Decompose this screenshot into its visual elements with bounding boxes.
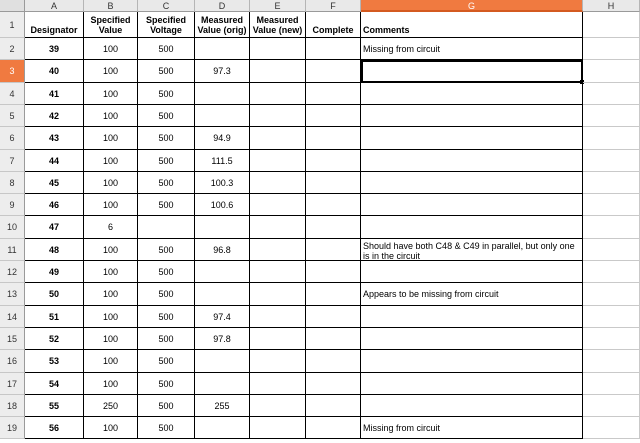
- header-specified-value-line1: Specified: [90, 14, 131, 25]
- cell-g6[interactable]: [361, 127, 583, 150]
- cell-value: 96.8: [213, 244, 231, 255]
- cell-f14[interactable]: [306, 306, 361, 328]
- cell-value: 100: [102, 66, 119, 76]
- cell-e18[interactable]: [250, 395, 306, 417]
- cell-c5[interactable]: [138, 105, 195, 127]
- cell-f16[interactable]: [306, 350, 361, 373]
- cell-c2[interactable]: [138, 38, 195, 60]
- header-complete-text: Complete: [312, 25, 354, 35]
- row-header-7[interactable]: 7: [0, 150, 25, 172]
- cell-d14[interactable]: [195, 306, 250, 328]
- column-header-b[interactable]: B: [84, 0, 138, 12]
- cell-h18[interactable]: [583, 395, 640, 417]
- cell-b12[interactable]: [84, 261, 138, 283]
- cell-d11[interactable]: [195, 239, 250, 261]
- row-header-6[interactable]: 6: [0, 127, 25, 150]
- cell-d5[interactable]: [195, 105, 250, 127]
- cell-e17[interactable]: [250, 373, 306, 395]
- cell-g16[interactable]: [361, 350, 583, 373]
- cell-g8[interactable]: [361, 172, 583, 194]
- column-header-e[interactable]: E: [250, 0, 306, 12]
- cell-g11[interactable]: [361, 239, 583, 261]
- cell-f5[interactable]: [306, 105, 361, 127]
- row-header-15[interactable]: 15: [0, 328, 25, 350]
- cell-value: 45: [48, 177, 59, 188]
- cell-d17[interactable]: [195, 373, 250, 395]
- active-cell-cursor[interactable]: [361, 60, 583, 83]
- cell-a15[interactable]: [25, 328, 84, 350]
- cell-g13[interactable]: [361, 283, 583, 306]
- cell-value: 42: [48, 110, 59, 121]
- cell-e19[interactable]: [250, 417, 306, 439]
- row-header-11[interactable]: 11: [0, 239, 25, 261]
- cell-value: 500: [158, 311, 174, 322]
- cell-value: 500: [158, 66, 174, 76]
- cell-f6[interactable]: [306, 127, 361, 150]
- cell-a2[interactable]: [25, 38, 84, 60]
- cell-value: 100: [102, 289, 119, 299]
- cell-h2[interactable]: [583, 38, 640, 60]
- header-comments-text: Comments: [363, 25, 410, 35]
- cell-h16[interactable]: [583, 350, 640, 373]
- cell-value: 100: [102, 333, 119, 344]
- cell-a17[interactable]: [25, 373, 84, 395]
- cell-e3[interactable]: [250, 60, 306, 83]
- cell-value: 100: [102, 133, 119, 143]
- cell-d15[interactable]: [195, 328, 250, 350]
- cell-e2[interactable]: [250, 38, 306, 60]
- cell-f10[interactable]: [306, 216, 361, 239]
- cell-value: 500: [158, 378, 174, 389]
- cell-g14[interactable]: [361, 306, 583, 328]
- cell-b4[interactable]: [84, 83, 138, 105]
- cell-value: 44: [48, 155, 59, 166]
- cell-a7[interactable]: [25, 150, 84, 172]
- cell-value: 500: [158, 199, 174, 210]
- cell-d8[interactable]: [195, 172, 250, 194]
- header-specified-voltage-line2: Voltage: [150, 24, 182, 35]
- cell-c7[interactable]: [138, 150, 195, 172]
- header-specified-voltage-line1: Specified: [145, 14, 186, 25]
- cell-value: 500: [158, 333, 174, 344]
- cell-e7[interactable]: [250, 150, 306, 172]
- cell-e10[interactable]: [250, 216, 306, 239]
- cell-value: 100.6: [210, 199, 234, 210]
- cell-value: 100: [102, 43, 119, 54]
- row-header-13[interactable]: 13: [0, 283, 25, 306]
- header-specified-voltage[interactable]: [138, 12, 195, 38]
- cell-d2[interactable]: [195, 38, 250, 60]
- cell-a5[interactable]: [25, 105, 84, 127]
- cell-value: 500: [158, 177, 174, 188]
- cell-value: 54: [48, 378, 59, 389]
- header-comments[interactable]: [361, 12, 583, 38]
- cell-b16[interactable]: [84, 350, 138, 373]
- cell-value: 100: [102, 266, 119, 277]
- cell-e15[interactable]: [250, 328, 306, 350]
- cell-a19[interactable]: [25, 417, 84, 439]
- cell-value: 52: [48, 333, 59, 344]
- cell-h6[interactable]: [583, 127, 640, 150]
- cell-h1[interactable]: [583, 12, 640, 38]
- cell-value: 100: [102, 177, 119, 188]
- cell-f11[interactable]: [306, 239, 361, 261]
- cell-g7[interactable]: [361, 150, 583, 172]
- header-measured-new-line2: Value (new): [252, 24, 303, 35]
- cell-value: 500: [158, 266, 174, 277]
- row-header-1[interactable]: 1: [0, 12, 25, 38]
- cell-value: 500: [158, 88, 174, 99]
- cell-b11[interactable]: [84, 239, 138, 261]
- header-measured-orig[interactable]: [195, 12, 250, 38]
- cell-h13[interactable]: [583, 283, 640, 306]
- row-header-17[interactable]: 17: [0, 373, 25, 395]
- cell-e5[interactable]: [250, 105, 306, 127]
- cell-value: Missing from circuit: [363, 422, 441, 433]
- cell-g10[interactable]: [361, 216, 583, 239]
- cell-g2[interactable]: [361, 38, 583, 60]
- cell-a10[interactable]: [25, 216, 84, 239]
- cell-d16[interactable]: [195, 350, 250, 373]
- cell-value: 100: [102, 378, 119, 389]
- column-header-a[interactable]: A: [25, 0, 84, 12]
- header-designator-text: Designator: [30, 25, 78, 35]
- cell-e16[interactable]: [250, 350, 306, 373]
- cell-f12[interactable]: [306, 261, 361, 283]
- cell-f4[interactable]: [306, 83, 361, 105]
- cell-value: 500: [158, 400, 174, 411]
- cell-value: 97.8: [213, 333, 231, 344]
- cell-value: 250: [102, 400, 119, 411]
- cell-value: 39: [48, 43, 59, 54]
- cell-value: 100: [102, 199, 119, 210]
- cell-e9[interactable]: [250, 194, 306, 216]
- cell-value: 500: [158, 155, 174, 166]
- cell-a12[interactable]: [25, 261, 84, 283]
- cell-c12[interactable]: [138, 261, 195, 283]
- cell-value: 111.5: [211, 155, 233, 166]
- cell-value: 41: [48, 88, 59, 99]
- cell-value: 500: [158, 244, 174, 255]
- cell-c10[interactable]: [138, 216, 195, 239]
- cell-d9[interactable]: [195, 194, 250, 216]
- cell-value: 500: [158, 422, 174, 433]
- cell-c16[interactable]: [138, 350, 195, 373]
- cell-h15[interactable]: [583, 328, 640, 350]
- cell-d18[interactable]: [195, 395, 250, 417]
- cell-d19[interactable]: [195, 417, 250, 439]
- cell-f17[interactable]: [306, 373, 361, 395]
- row-header-18[interactable]: 18: [0, 395, 25, 417]
- cell-c8[interactable]: [138, 172, 195, 194]
- cell-c14[interactable]: [138, 306, 195, 328]
- cell-a6[interactable]: [25, 127, 84, 150]
- select-all-corner[interactable]: [0, 0, 25, 12]
- cell-value: 255: [214, 400, 230, 411]
- cell-value: 50: [48, 289, 59, 299]
- header-designator[interactable]: [25, 12, 84, 38]
- cell-a4[interactable]: [25, 83, 84, 105]
- cell-value: 500: [158, 356, 174, 366]
- cell-b2[interactable]: [84, 38, 138, 60]
- row-header-16[interactable]: 16: [0, 350, 25, 373]
- cell-a11[interactable]: [25, 239, 84, 261]
- cell-value: 6: [107, 222, 113, 232]
- row-header-9[interactable]: 9: [0, 194, 25, 216]
- cell-value: 500: [158, 110, 174, 121]
- cell-b15[interactable]: [84, 328, 138, 350]
- cell-value: 97.3: [213, 66, 231, 76]
- row-header-3[interactable]: 3: [0, 60, 25, 83]
- cell-value: 100: [102, 110, 119, 121]
- cell-value: 100.3: [210, 177, 234, 188]
- cell-d3[interactable]: [195, 60, 250, 83]
- row-header-12[interactable]: 12: [0, 261, 25, 283]
- cell-b8[interactable]: [84, 172, 138, 194]
- cell-b6[interactable]: [84, 127, 138, 150]
- cell-c15[interactable]: [138, 328, 195, 350]
- column-header-d[interactable]: D: [195, 0, 250, 12]
- cell-value: 500: [158, 289, 174, 299]
- cell-g18[interactable]: [361, 395, 583, 417]
- cell-h19[interactable]: [583, 417, 640, 439]
- header-measured-new[interactable]: [250, 12, 306, 38]
- cell-b19[interactable]: [84, 417, 138, 439]
- cell-g12[interactable]: [361, 261, 583, 283]
- cell-b3[interactable]: [84, 60, 138, 83]
- cell-value: Should have both C48 & C49 in parallel, but only one is in the circuit: [363, 241, 575, 261]
- column-header-h[interactable]: H: [583, 0, 640, 12]
- cell-value: 53: [48, 356, 59, 366]
- cell-value: 47: [48, 222, 59, 232]
- cell-h14[interactable]: [583, 306, 640, 328]
- cell-c6[interactable]: [138, 127, 195, 150]
- cell-h5[interactable]: [583, 105, 640, 127]
- cell-b14[interactable]: [84, 306, 138, 328]
- cell-c13[interactable]: [138, 283, 195, 306]
- cell-h9[interactable]: [583, 194, 640, 216]
- column-header-f[interactable]: F: [306, 0, 361, 12]
- cell-g9[interactable]: [361, 194, 583, 216]
- cell-g15[interactable]: [361, 328, 583, 350]
- cell-value: 100: [102, 244, 119, 255]
- cell-value: 500: [158, 43, 174, 54]
- row-header-2[interactable]: 2: [0, 38, 25, 60]
- cell-b18[interactable]: [84, 395, 138, 417]
- cell-a8[interactable]: [25, 172, 84, 194]
- cell-h12[interactable]: [583, 261, 640, 283]
- row-header-4[interactable]: 4: [0, 83, 25, 105]
- cell-d4[interactable]: [195, 83, 250, 105]
- cell-b17[interactable]: [84, 373, 138, 395]
- header-specified-value[interactable]: [84, 12, 138, 38]
- cell-f18[interactable]: [306, 395, 361, 417]
- cell-c11[interactable]: [138, 239, 195, 261]
- cell-value: 43: [48, 133, 59, 143]
- cell-e11[interactable]: [250, 239, 306, 261]
- cell-c4[interactable]: [138, 83, 195, 105]
- cell-c17[interactable]: [138, 373, 195, 395]
- cell-f13[interactable]: [306, 283, 361, 306]
- cell-b5[interactable]: [84, 105, 138, 127]
- cell-b10[interactable]: [84, 216, 138, 239]
- cell-value: 51: [48, 311, 59, 322]
- cell-f3[interactable]: [306, 60, 361, 83]
- cell-value: 46: [48, 199, 59, 210]
- cell-f19[interactable]: [306, 417, 361, 439]
- cell-c18[interactable]: [138, 395, 195, 417]
- header-specified-value-line2: Value: [98, 24, 123, 35]
- header-measured-orig-line1: Measured: [200, 14, 244, 25]
- cell-value: 100: [102, 311, 119, 322]
- cell-g19[interactable]: [361, 417, 583, 439]
- cell-value: 55: [48, 400, 59, 411]
- column-header-g[interactable]: G: [361, 0, 583, 12]
- cell-value: 100: [102, 422, 119, 433]
- cell-f15[interactable]: [306, 328, 361, 350]
- cell-h8[interactable]: [583, 172, 640, 194]
- cell-f8[interactable]: [306, 172, 361, 194]
- cell-b9[interactable]: [84, 194, 138, 216]
- cell-a9[interactable]: [25, 194, 84, 216]
- cell-e14[interactable]: [250, 306, 306, 328]
- header-measured-orig-line2: Value (orig): [197, 24, 247, 35]
- row-header-14[interactable]: 14: [0, 306, 25, 328]
- cell-e6[interactable]: [250, 127, 306, 150]
- cell-h11[interactable]: [583, 239, 640, 261]
- cell-e12[interactable]: [250, 261, 306, 283]
- cell-value: 100: [102, 356, 119, 366]
- cell-value: 94.9: [213, 133, 231, 143]
- cell-value: Missing from circuit: [363, 43, 441, 54]
- cell-value: 48: [48, 244, 59, 255]
- cell-value: Appears to be missing from circuit: [363, 289, 499, 299]
- cell-value: 500: [158, 133, 174, 143]
- row-header-5[interactable]: 5: [0, 105, 25, 127]
- row-header-8[interactable]: 8: [0, 172, 25, 194]
- cell-f7[interactable]: [306, 150, 361, 172]
- cell-e4[interactable]: [250, 83, 306, 105]
- cell-c3[interactable]: [138, 60, 195, 83]
- cell-a16[interactable]: [25, 350, 84, 373]
- cell-b13[interactable]: [84, 283, 138, 306]
- cell-g17[interactable]: [361, 373, 583, 395]
- cell-h7[interactable]: [583, 150, 640, 172]
- cell-value: 100: [102, 155, 119, 166]
- cell-value: 49: [48, 266, 59, 277]
- cell-value: 56: [48, 422, 59, 433]
- cell-c9[interactable]: [138, 194, 195, 216]
- cell-f2[interactable]: [306, 38, 361, 60]
- cell-d13[interactable]: [195, 283, 250, 306]
- cell-h17[interactable]: [583, 373, 640, 395]
- header-complete[interactable]: [306, 12, 361, 38]
- cell-b7[interactable]: [84, 150, 138, 172]
- cell-c19[interactable]: [138, 417, 195, 439]
- column-header-c[interactable]: C: [138, 0, 195, 12]
- cell-g5[interactable]: [361, 105, 583, 127]
- cell-d6[interactable]: [195, 127, 250, 150]
- cell-g4[interactable]: [361, 83, 583, 105]
- cell-h3[interactable]: [583, 60, 640, 83]
- cell-e8[interactable]: [250, 172, 306, 194]
- cell-h10[interactable]: [583, 216, 640, 239]
- header-measured-new-line1: Measured: [256, 14, 299, 25]
- cell-h4[interactable]: [583, 83, 640, 105]
- cell-a14[interactable]: [25, 306, 84, 328]
- cell-d7[interactable]: [195, 150, 250, 172]
- cell-e13[interactable]: [250, 283, 306, 306]
- row-header-19[interactable]: 19: [0, 417, 25, 439]
- cell-value: 97.4: [213, 311, 231, 322]
- cell-value: 100: [102, 88, 119, 99]
- cell-a3[interactable]: [25, 60, 84, 83]
- cell-d10[interactable]: [195, 216, 250, 239]
- cell-a13[interactable]: [25, 283, 84, 306]
- cell-f9[interactable]: [306, 194, 361, 216]
- row-header-10[interactable]: 10: [0, 216, 25, 239]
- cell-d12[interactable]: [195, 261, 250, 283]
- cell-a18[interactable]: [25, 395, 84, 417]
- cell-value: 40: [48, 66, 59, 76]
